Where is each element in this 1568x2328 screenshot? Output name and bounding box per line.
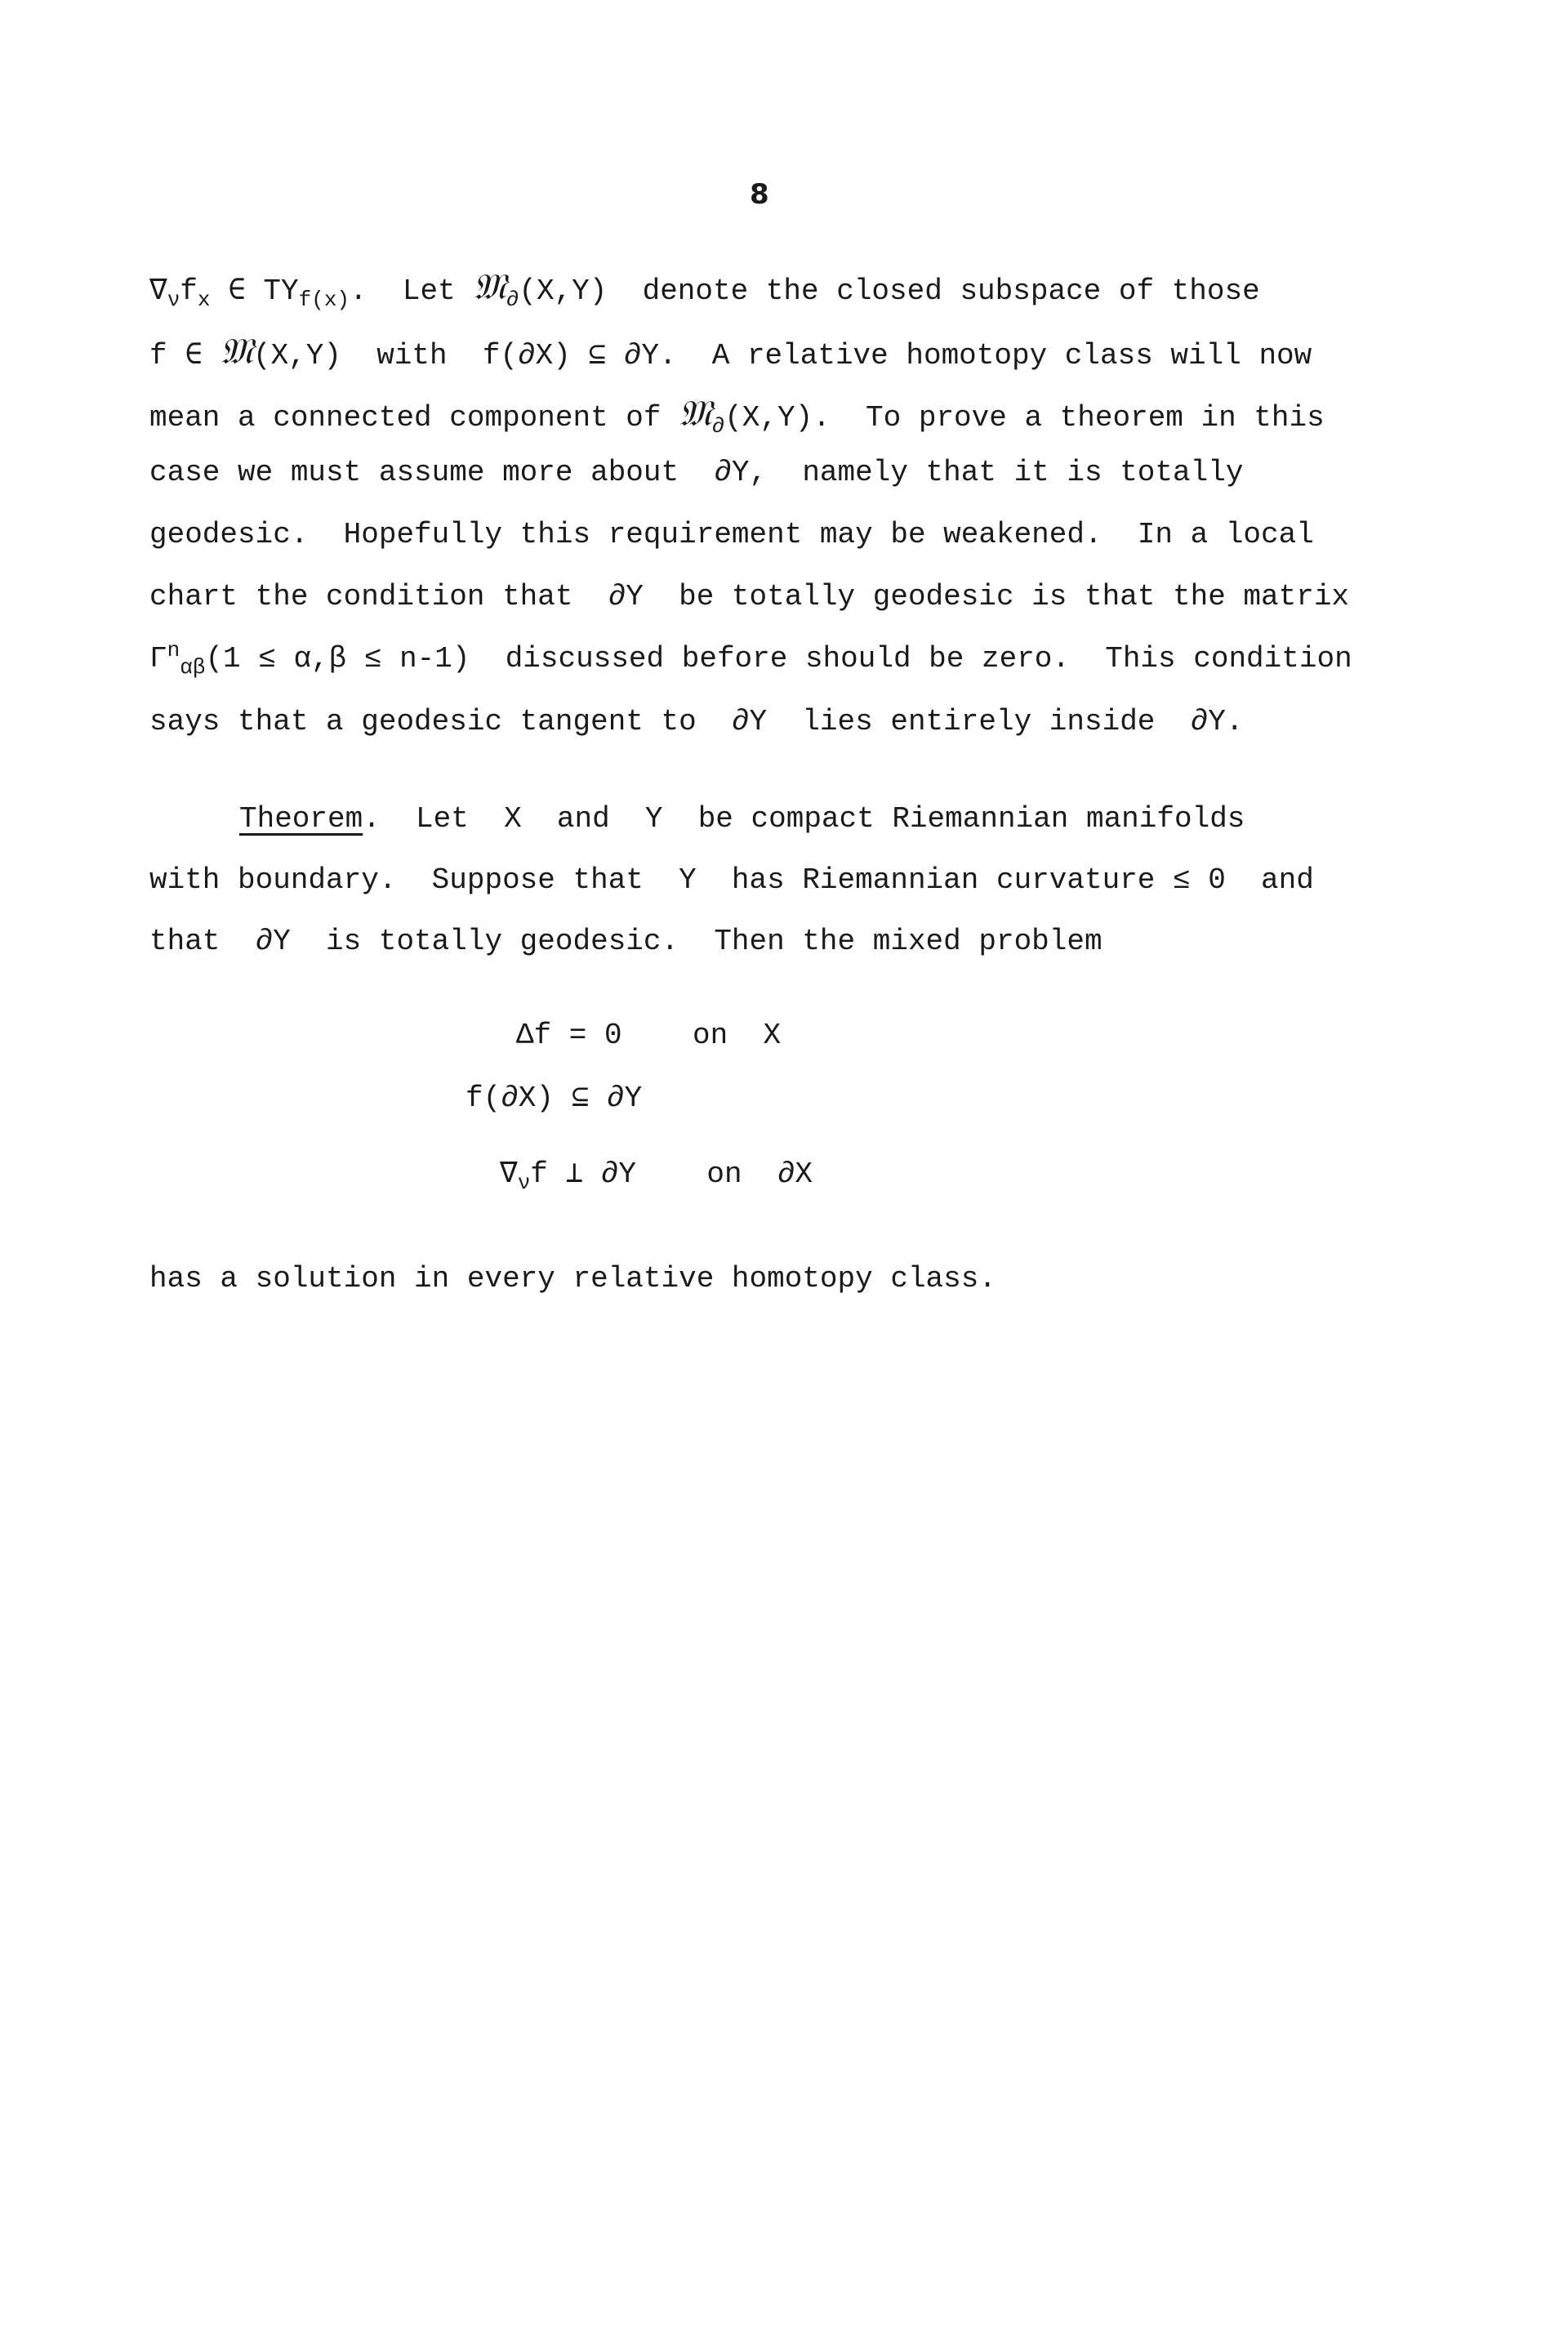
- paragraph-1-line-6: chart the condition that ∂Y be totally geodesic is that the matrix: [149, 580, 1350, 613]
- equation-3: $\nabla_\nu f$ ⊥ ∂Y on ∂X: [500, 1157, 813, 1196]
- theorem-line-1: Theorem. Let X and Y be compact Riemannian manifolds: [239, 802, 1245, 836]
- paragraph-1-line-5: geodesic. Hopefully this requirement may be weakened. In a local: [149, 518, 1314, 551]
- page-number: 8: [750, 178, 769, 211]
- equation-1: Δf = 0 on X: [516, 1019, 782, 1052]
- paragraph-1-line-8: says that a geodesic tangent to ∂Y lies entirely inside ∂Y.: [149, 705, 1244, 738]
- theorem-label: Theorem: [239, 802, 363, 836]
- theorem-line-3: that ∂Y is totally geodesic. Then the mixed problem: [149, 925, 1102, 958]
- equation-2: f(∂X) ⊆ ∂Y: [466, 1081, 643, 1115]
- paragraph-1-line-1: $\nabla_\nu f_x$ ∈ $TY_{f(x)}$. Let 𝔐$_\partial$(X,Y) denote the closed subspace of those: [149, 266, 1260, 313]
- theorem-line-2: with boundary. Suppose that Y has Riemannian curvature ≤ 0 and: [149, 863, 1314, 897]
- paragraph-1-line-7: $\Gamma^n_{\alpha\beta}(1 \le \alpha,\beta \le n-1)$ discussed before should be zero. This condition: [149, 638, 1352, 680]
- paragraph-1-line-4: case we must assume more about ∂Y, namely that it is totally: [149, 456, 1244, 489]
- paragraph-1-line-3: mean a connected component of 𝔐$_\partial$(X,Y). To prove a theorem in this: [149, 393, 1325, 439]
- paragraph-1-line-2: f ∈ 𝔐(X,Y) with f(∂X) ⊆ ∂Y. A relative homotopy class will now: [149, 331, 1312, 372]
- closing-line: has a solution in every relative homotopy class.: [149, 1262, 996, 1296]
